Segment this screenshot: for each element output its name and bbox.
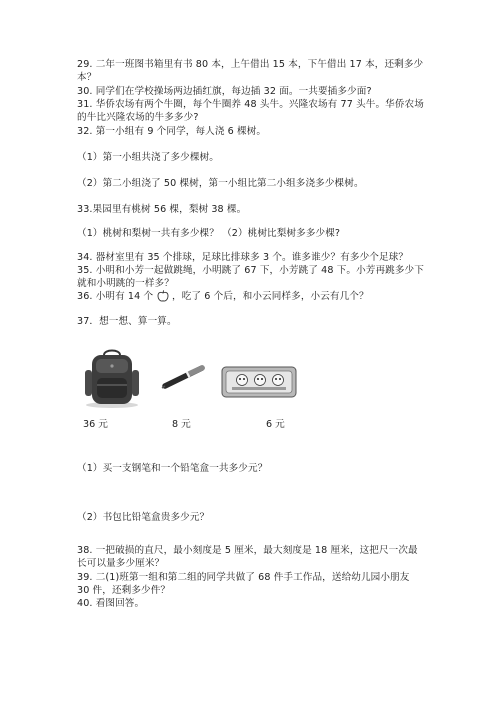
pencil-case-price: 6 元 [266, 419, 285, 430]
question-36-before-apple: 36. 小明有 14 个 [77, 291, 154, 302]
question-35-line-2: 就和小明跳的一样多？ [77, 278, 174, 289]
pen-price: 8 元 [172, 419, 191, 430]
pen-image [160, 364, 208, 390]
question-38-line-2: 长可以量多少厘米？ [77, 558, 165, 569]
question-33: 33.果园里有桃树 56 棵，梨树 38 棵。 [77, 204, 247, 215]
question-30: 30. 同学们在学校操场两边插红旗，每边插 32 面。一共要插多少面? [77, 86, 372, 97]
backpack-price: 36 元 [83, 419, 108, 430]
question-32-part-2: （2）第二小组浇了 50 棵树，第一小组比第二小组多浇多少棵树。 [77, 178, 364, 189]
question-31-line-2: 的牛比兴隆农场的牛多多少? [77, 112, 199, 123]
question-37: 37．想一想、算一算。 [77, 316, 177, 327]
question-35-line-1: 35. 小明和小芳一起做跳绳，小明跳了 67 下，小芳跳了 48 下。小芳再跳多少下 [77, 265, 424, 276]
backpack-image [80, 348, 144, 410]
question-29-line-2: 本？ [77, 72, 97, 83]
pencil-case-image [220, 364, 298, 400]
question-39-line-2: 30 件，还剩多少件？ [77, 585, 171, 596]
question-34: 34. 器材室里有 35 个排球，足球比排球多 3 个。谁多谁少？有多少个足球？ [77, 252, 409, 263]
question-33-parts: （1）桃树和梨树一共有多少棵？ （2）桃树比梨树多多少棵? [77, 228, 341, 239]
question-36-after-apple: ，吃了 6 个后，和小云同样多，小云有几个？ [172, 291, 369, 302]
question-40: 40. 看图回答。 [77, 598, 145, 609]
question-37-part-2: （2）书包比铅笔盒贵多少元？ [77, 512, 210, 523]
question-39-line-1: 39. 二(1)班第一组和第二组的同学共做了 68 件手工作品，送给幼儿园小朋友 [77, 572, 410, 583]
question-37-part-1: （1）买一支钢笔和一个铅笔盒一共多少元？ [77, 463, 268, 474]
question-38-line-1: 38. 一把破损的直尺，最小刻度是 5 厘米，最大刻度是 18 厘米，这把尺一次最 [77, 545, 418, 556]
question-29-line-1: 29. 二年一班图书箱里有书 80 本，上午借出 15 本，下午借出 17 本，还剩多少 [77, 59, 424, 70]
question-31-line-1: 31. 华侨农场有两个牛圈，每个牛圈养 48 头牛。兴隆农场有 77 头牛。华侨农场 [77, 99, 424, 110]
question-32-part-1: （1）第一小组共浇了多少棵树。 [77, 152, 219, 163]
question-32: 32. 第一小组有 9 个同学，每人浇 6 棵树。 [77, 126, 267, 137]
apple-icon [156, 289, 170, 303]
